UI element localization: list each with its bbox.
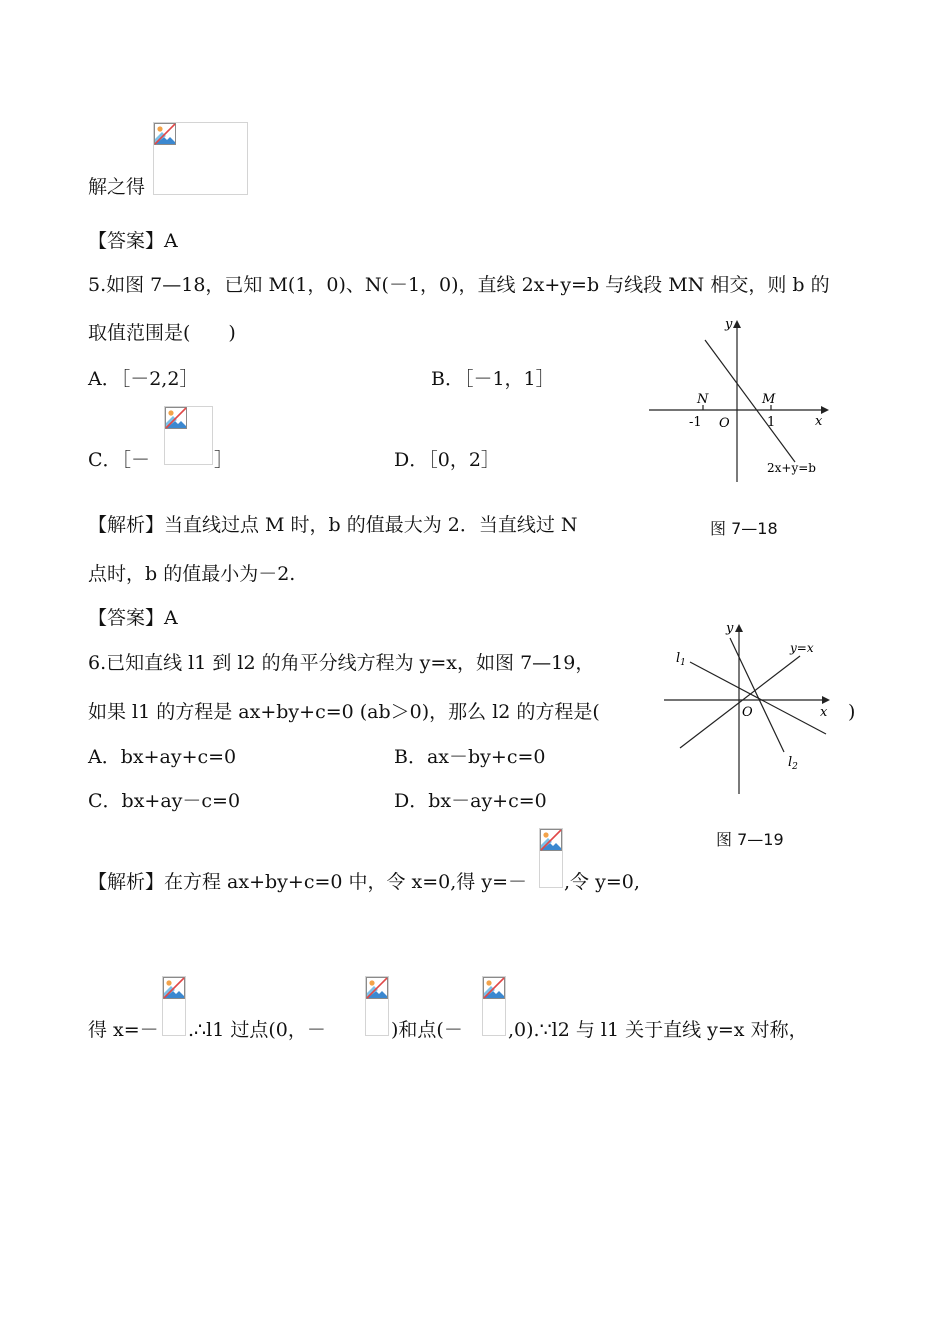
answer-label: 【答案】A xyxy=(88,607,178,629)
point-m-label: M xyxy=(762,392,776,407)
question-5-line-1: 5.如图 7—18，已知 M(1，0)、N(－1，0)，直线 2x+y=b 与线段 MN 相交，则 b 的 xyxy=(88,274,830,296)
text-line: 解之得 xyxy=(88,176,146,198)
tick-label-neg-1: -1 xyxy=(689,415,702,430)
broken-image-icon xyxy=(163,977,185,999)
origin-label: O xyxy=(742,705,753,720)
option-c-start: C．［－ xyxy=(88,449,151,471)
option-d: D．［0，2］ xyxy=(394,449,500,471)
analysis-line-3-end: ,令 y=0, xyxy=(564,871,640,893)
question-6-line-2: 如果 l1 的方程是 ax+by+c=0 (ab＞0)，那么 l2 的方程是( xyxy=(88,701,600,723)
figure-caption: 图 7—18 xyxy=(710,519,778,538)
x-axis-label: x xyxy=(815,414,823,429)
broken-image-icon xyxy=(483,977,505,999)
question-6-line-1: 6.已知直线 l1 到 l2 的角平分线方程为 y=x，如图 7—19， xyxy=(88,652,595,674)
point-n-label: N xyxy=(697,392,709,407)
line-label: 2x+y=b xyxy=(767,461,816,475)
inline-image xyxy=(153,122,248,195)
broken-image-icon xyxy=(154,123,176,145)
broken-image-icon xyxy=(165,407,187,429)
analysis-line-2: 点时，b 的值最小为－2. xyxy=(88,563,296,585)
line-l1-label: $l_1$ xyxy=(676,651,686,668)
answer-label: 【答案】A xyxy=(88,230,178,252)
option-a: A．［－2,2］ xyxy=(88,368,199,390)
option-c-end: ］ xyxy=(214,449,234,471)
question-6-paren-close: ) xyxy=(848,701,856,723)
y-axis-label: y xyxy=(725,317,733,332)
line-l2-label: $l_2$ xyxy=(788,755,798,772)
figure-caption: 图 7—19 xyxy=(716,830,784,849)
broken-image-icon xyxy=(540,829,562,851)
inline-image xyxy=(365,976,389,1036)
bisector-label: y=x xyxy=(790,641,814,655)
final-line-part-2: .∴l1 过点(0，－ xyxy=(188,1019,326,1041)
analysis-line-3-start: 【解析】在方程 ax+by+c=0 中，令 x=0,得 y=－ xyxy=(88,871,528,893)
option-a: A．bx+ay+c=0 xyxy=(88,746,237,768)
final-line-part-1: 得 x=－ xyxy=(88,1019,159,1041)
inline-image xyxy=(482,976,506,1036)
option-b: B．［－1，1］ xyxy=(431,368,555,390)
option-d: D．bx－ay+c=0 xyxy=(394,790,547,812)
question-5-line-2: 取值范围是( ) xyxy=(88,322,236,344)
inline-image xyxy=(164,406,213,465)
option-c: C．bx+ay－c=0 xyxy=(88,790,241,812)
final-line-part-4: ,0).∵l2 与 l1 关于直线 y=x 对称， xyxy=(508,1019,808,1041)
analysis-line-1: 【解析】当直线过点 M 时，b 的值最大为 2．当直线过 N xyxy=(88,514,578,536)
figure-7-19 xyxy=(660,614,840,796)
final-line-part-3: )和点(－ xyxy=(391,1019,463,1041)
option-b: B．ax－by+c=0 xyxy=(394,746,546,768)
tick-label-1: 1 xyxy=(767,415,776,430)
inline-image xyxy=(162,976,186,1036)
broken-image-icon xyxy=(366,977,388,999)
origin-label: O xyxy=(719,416,730,431)
y-axis-label: y xyxy=(726,621,734,636)
inline-image xyxy=(539,828,563,888)
figure-7-18 xyxy=(645,312,835,482)
x-axis-label: x xyxy=(820,705,828,720)
